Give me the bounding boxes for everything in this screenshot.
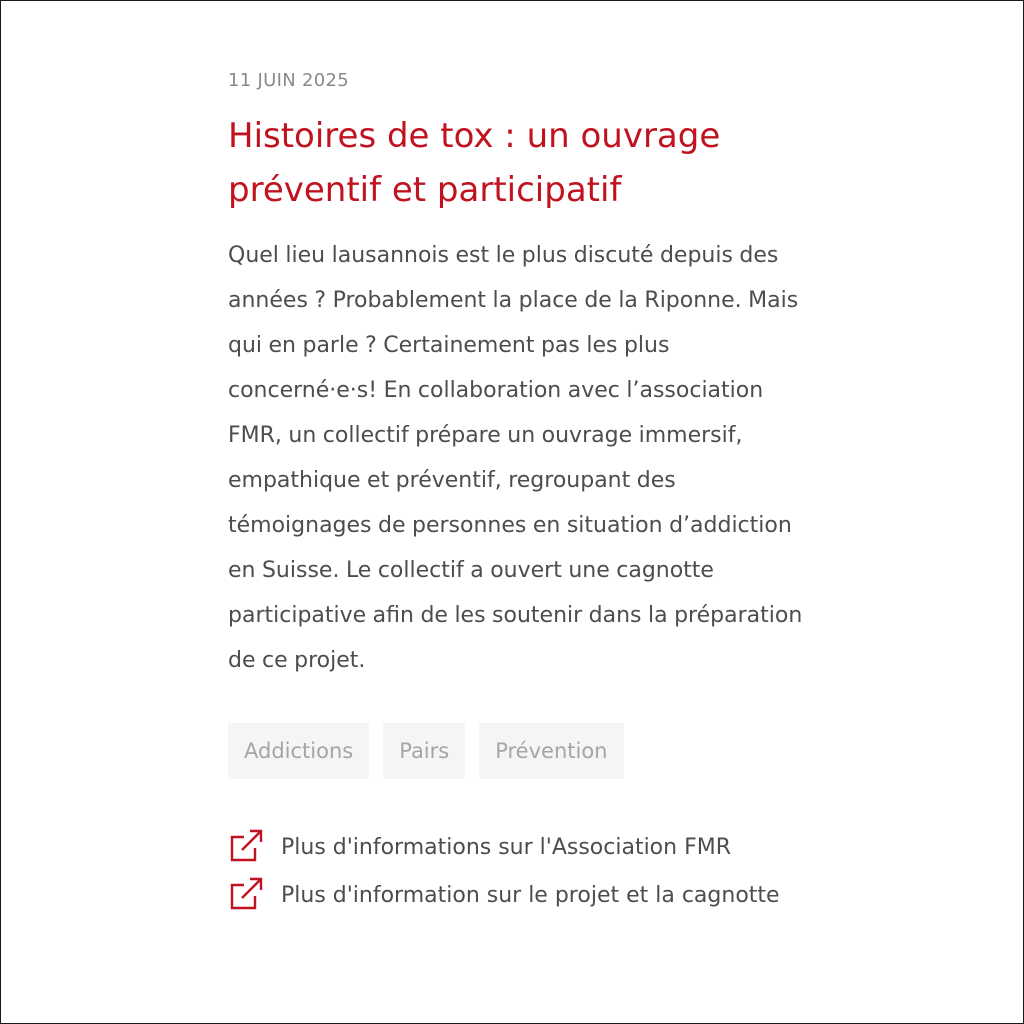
link-association-fmr[interactable]: [228, 825, 808, 870]
link-label: Plus d'information sur le projet et la cagnotte: [281, 883, 780, 908]
tag-prevention[interactable]: Prévention: [479, 723, 623, 779]
article: [228, 67, 808, 921]
article-title[interactable]: Histoires de tox : un ouvrage préventif et participatif: [228, 116, 721, 210]
tag-list: [228, 723, 808, 779]
tag-addictions[interactable]: Addictions: [228, 723, 369, 779]
tag-pairs[interactable]: Pairs: [383, 723, 465, 779]
external-link-icon: [228, 828, 266, 864]
link-projet-cagnotte[interactable]: [228, 873, 808, 918]
article-date: 11 JUIN 2025: [228, 70, 350, 91]
link-label: Plus d'informations sur l'Association FMR: [281, 835, 732, 860]
external-links: [228, 825, 808, 918]
article-body: Quel lieu lausannois est le plus discuté depuis des années ? Probablement la place de la Riponne. Mais qui en parle ? Certainement pas les plus concerné·e·s! En collaboration avec l’association FMR, un collectif prépare un ouvrage immersif, empathique et préventif, regroupant des témoignages de personnes en situation d’addiction en Suisse. Le collectif a ouvert une cagnotte participative afin de les soutenir dans la préparation de ce projet.: [228, 243, 803, 673]
external-link-icon: [228, 876, 266, 912]
